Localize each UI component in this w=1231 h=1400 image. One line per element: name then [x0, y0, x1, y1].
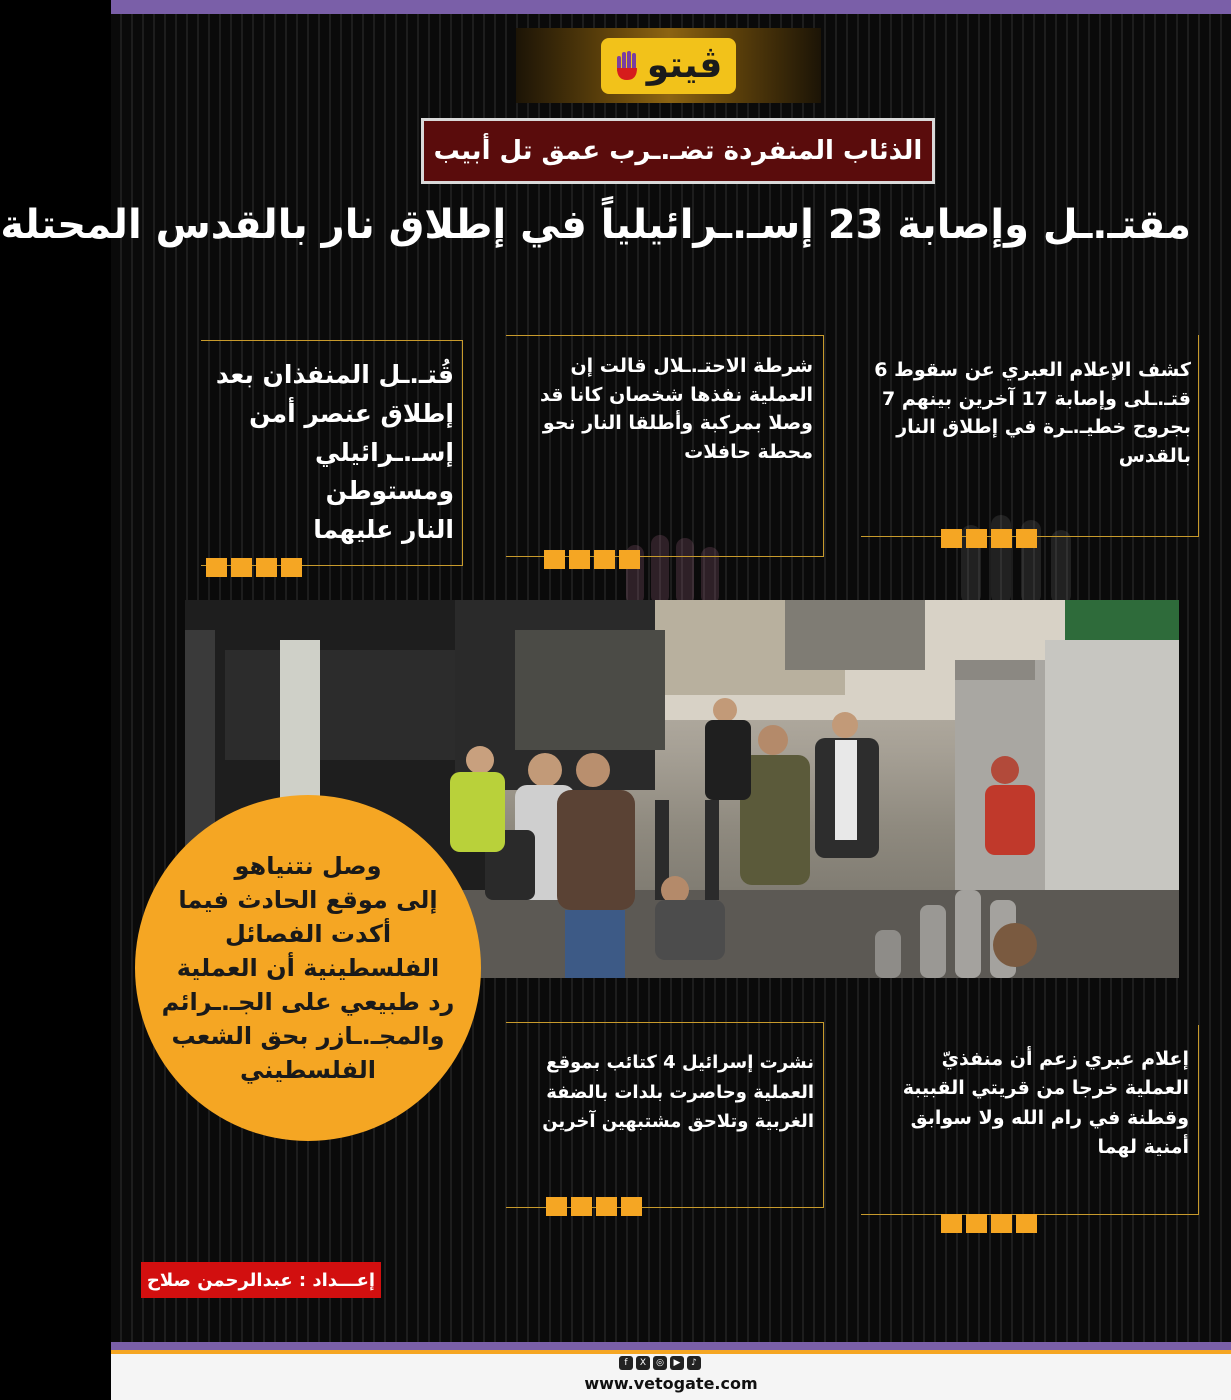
circle-line: إلى موقع الحادث فيما: [178, 885, 438, 914]
text-line: محطة حافلات: [684, 440, 813, 463]
circle-line: رد طبيعي على الجـ.ـرائم: [161, 988, 455, 1017]
youtube-icon[interactable]: ▶: [670, 1356, 684, 1370]
text-line: أمنية لهما: [1097, 1136, 1189, 1159]
text-line: وصلا بمركبة وأطلقا النار نحو: [542, 412, 813, 434]
circle-line: وصل نتنياهو: [234, 851, 382, 880]
website-link[interactable]: www.vetogate.com: [584, 1374, 758, 1393]
orange-squares-middle-bottom: [546, 1197, 642, 1216]
text-line: العملية وحاصرت بلدات بالضفة: [546, 1081, 814, 1103]
circle-line: أكدت الفصائل: [224, 919, 392, 948]
subtitle: الذئاب المنفردة تضـ.ـرب عمق تل أبيب: [433, 136, 923, 166]
social-icons: [619, 1356, 701, 1370]
text-line: العملية خرجا من قريتي القبيبة: [902, 1077, 1189, 1100]
orange-squares-right-bottom: [941, 1214, 1037, 1233]
text-block-middle-top: [511, 352, 813, 466]
instagram-icon[interactable]: ◎: [653, 1356, 667, 1370]
circle-line: الفلسطينية أن العملية: [176, 953, 440, 982]
circle-line: والمجـ.ـازر بحق الشعب: [171, 1022, 445, 1051]
text-line: العملية نفذها شخصان كانا قد: [539, 383, 813, 406]
facebook-icon[interactable]: f: [619, 1356, 633, 1370]
orange-squares-left-top: [206, 558, 302, 577]
text-line: قُتـ.ـل المنفذان بعد: [215, 360, 454, 389]
text-block-middle-bottom: [516, 1048, 814, 1137]
text-block-right-bottom: [866, 1045, 1189, 1163]
x-icon[interactable]: X: [636, 1356, 650, 1370]
brand-logo: [601, 38, 737, 94]
text-line: شرطة الاحتـ.ـلال قالت إن: [570, 355, 813, 377]
text-line: إعلام عبري زعم أن منفذيّ: [941, 1048, 1189, 1070]
hand-icon: [615, 50, 641, 82]
highlight-circle: [135, 795, 481, 1141]
text-line: وقطنة في رام الله ولا سوابق: [910, 1106, 1189, 1129]
circle-line: الفلسطيني: [240, 1056, 376, 1085]
author-credit-text: إعـــداد : عبدالرحمن صلاح: [146, 1269, 376, 1291]
top-purple-bar: [111, 0, 1231, 14]
orange-squares-right-top: [941, 529, 1037, 548]
text-line: بجروح خطيـ.ـرة في إطلاق النار: [896, 416, 1191, 438]
brand-logo-box: [516, 28, 821, 103]
text-block-left-top: [206, 356, 454, 550]
text-line: الغربية وتلاحق مشتبهين آخرين: [542, 1111, 814, 1133]
orange-squares-middle-top: [544, 550, 640, 569]
logo-text: ڤيتو: [646, 45, 723, 86]
text-line: كشف الإعلام العبري عن سقوط 6: [874, 359, 1191, 381]
tiktok-icon[interactable]: ♪: [687, 1356, 701, 1370]
text-line: نشرت إسرائيل 4 كتائب بموقع: [546, 1052, 814, 1073]
text-line: بالقدس: [1118, 444, 1191, 467]
text-line: إطلاق عنصر أمن: [249, 398, 454, 428]
text-line: قتـ.ـلى وإصابة 17 آخرين بينهم 7: [882, 387, 1191, 410]
author-credit: [141, 1262, 381, 1298]
subtitle-box: [421, 118, 935, 184]
text-line: إسـ.ـرائيلي ومستوطن: [315, 437, 454, 506]
text-block-right-top: [856, 356, 1191, 470]
page-title: مقتـ.ـل وإصابة 23 إسـ.ـرائيلياً في إطلاق نار بالقدس المحتلة: [0, 202, 1191, 248]
footer-orange-stripe: [111, 1350, 1231, 1354]
footer-purple-stripe: [111, 1342, 1231, 1350]
text-line: النار عليهما: [313, 515, 454, 544]
